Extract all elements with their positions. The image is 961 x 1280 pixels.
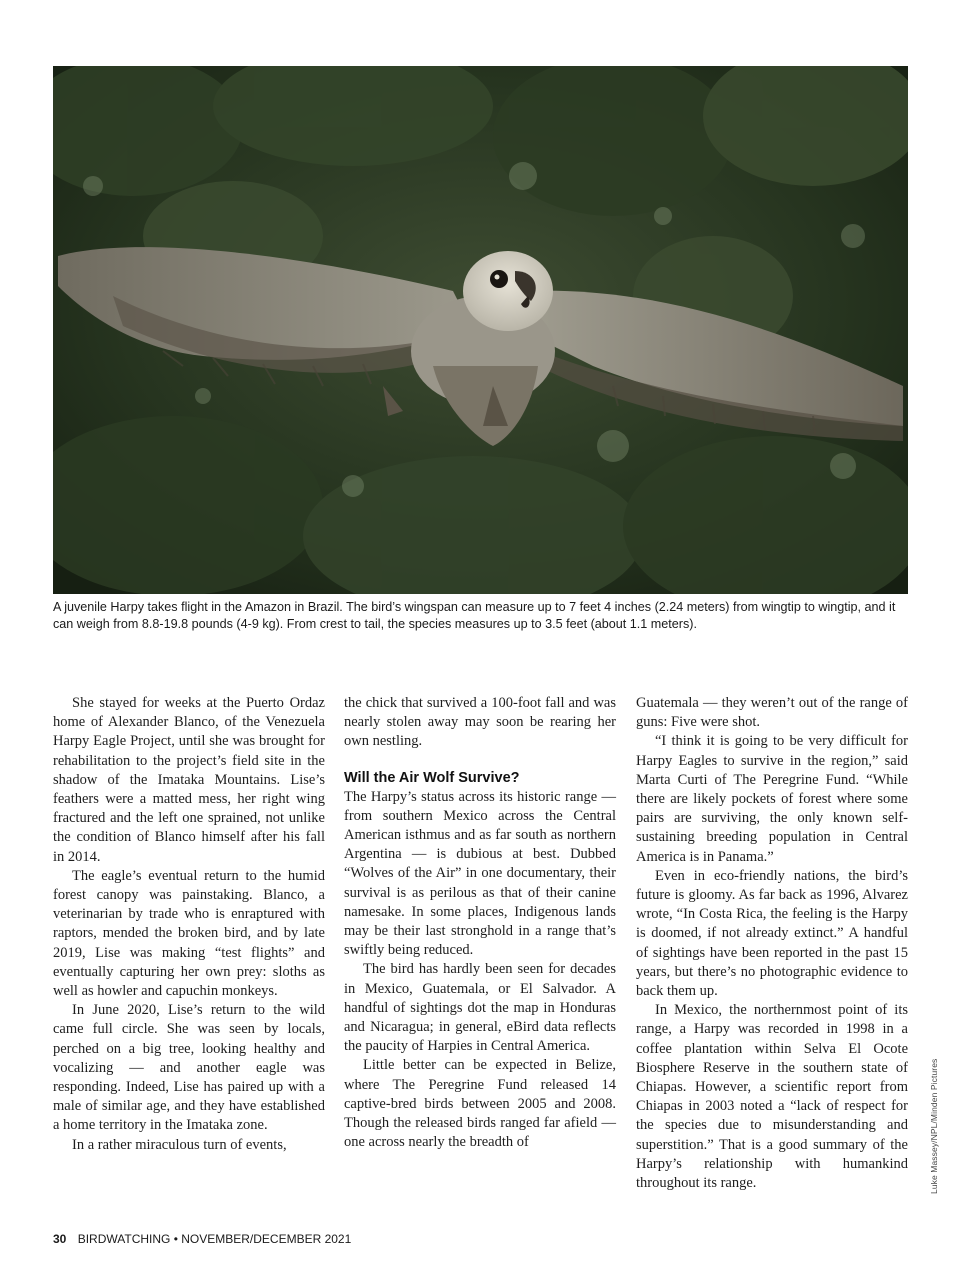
photo-credit: Luke Massey/NPL/Minden Pictures (929, 1058, 939, 1194)
paragraph: “I think it is going to be very difficult for Harpy Eagles to survive in the region,” said Marta Curti of The Peregrine Fund. “While there are likely pockets of forest where some pairs are surviving, the only known self-sustaining breeding population in Central America is in Panama.” (636, 733, 908, 865)
paragraph: She stayed for weeks at the Puerto Ordaz home of Alexander Blanco, of the Venezuela Harpy Eagle Project, until she was brought for rehabilitation to the project’s field site in the shadow of the Imataka Mountains. Lise’s feathers were a matted mess, her right wing fractured and the left one sprained, not unlike the condition of Blanco himself after his fall in 2014. (53, 695, 325, 865)
paragraph-continued: the chick that survived a 100-foot fall and was nearly stolen away may soon be rearing her own nestling. (344, 695, 616, 750)
paragraph: The bird has hardly been seen for decades in Mexico, Guatemala, or El Salvador. A handful of sightings dot the map in Honduras and Nicaragua; in general, eBird data reflects the paucity of Harpies in Central America. (344, 961, 616, 1055)
photo-caption: A juvenile Harpy takes flight in the Amazon in Brazil. The bird’s wingspan can measure up to 7 feet 4 inches (2.24 meters) from wingtip to wingtip, and it can weigh from 8.8-19.8 pounds (4-9 kg). From crest to tail, the species measures up to 3.5 feet (about 1.1 meters). (53, 600, 896, 631)
harpy-eagle-photo (53, 66, 908, 594)
article-column-1 (53, 694, 325, 1155)
page-number: 30 (53, 1232, 67, 1246)
paragraph-continued: Guatemala — they weren’t out of the range of guns: Five were shot. (636, 695, 908, 731)
paragraph: The Harpy’s status across its historic range — from southern Mexico across the Central American isthmus and as far south as northern Argentina — is dubious at best. Dubbed “Wolves of the Air” in one documentary, their survival is as perilous as that of their canine namesake. In some places, Indigenous lands may be their last stronghold in a range that’s swiftly being reduced. (344, 788, 616, 959)
article-column-3 (636, 694, 908, 1193)
publication-name: BIRDWATCHING • NOVEMBER/DECEMBER 2021 (77, 1232, 352, 1246)
paragraph: In a rather miraculous turn of events, (72, 1136, 287, 1153)
section-heading: Will the Air Wolf Survive? (344, 769, 520, 786)
paragraph: In June 2020, Lise’s return to the wild came full circle. She was seen by locals, perched on a big tree, looking healthy and vocalizing — and another eagle was responding. Indeed, Lise has paired up with a male of similar age, and they have established a home territory in the Imataka zone. (53, 1002, 325, 1134)
paragraph: In Mexico, the northernmost point of its range, a Harpy was recorded in 1998 in a coffee plantation within Selva El Ocote Biosphere Reserve in the southern state of Chiapas. However, a scientific report from Chiapas in 2003 noted a “lack of respect for the species due to misunderstanding and superstition.” That is a good summary of the Harpy’s relationship with humankind throughout its range. (636, 1002, 908, 1192)
page-footer (53, 1232, 351, 1246)
article-column-2 (344, 694, 616, 1152)
paragraph: Even in eco-friendly nations, the bird’s future is gloomy. As far back as 1996, Alvarez wrote, “In Costa Rica, the feeling is the Harpy is doomed, if not already extinct.” A handful of sightings have been reported in the past 15 years, but there’s no photographic evidence to back them up. (636, 867, 908, 1000)
paragraph: Little better can be expected in Belize, where The Peregrine Fund released 14 captive-bred birds between 2005 and 2008. Though the released birds ranged far afield — one across nearly the breadth of (344, 1057, 616, 1151)
paragraph: The eagle’s eventual return to the humid forest canopy was painstaking. Blanco, a veterinarian by trade who is enraptured with raptors, mended the broken bird, and by late 2019, Lise was making “test flights” and eventually capturing her own prey: sloths as well as howler and capuchin monkeys. (53, 867, 325, 1000)
